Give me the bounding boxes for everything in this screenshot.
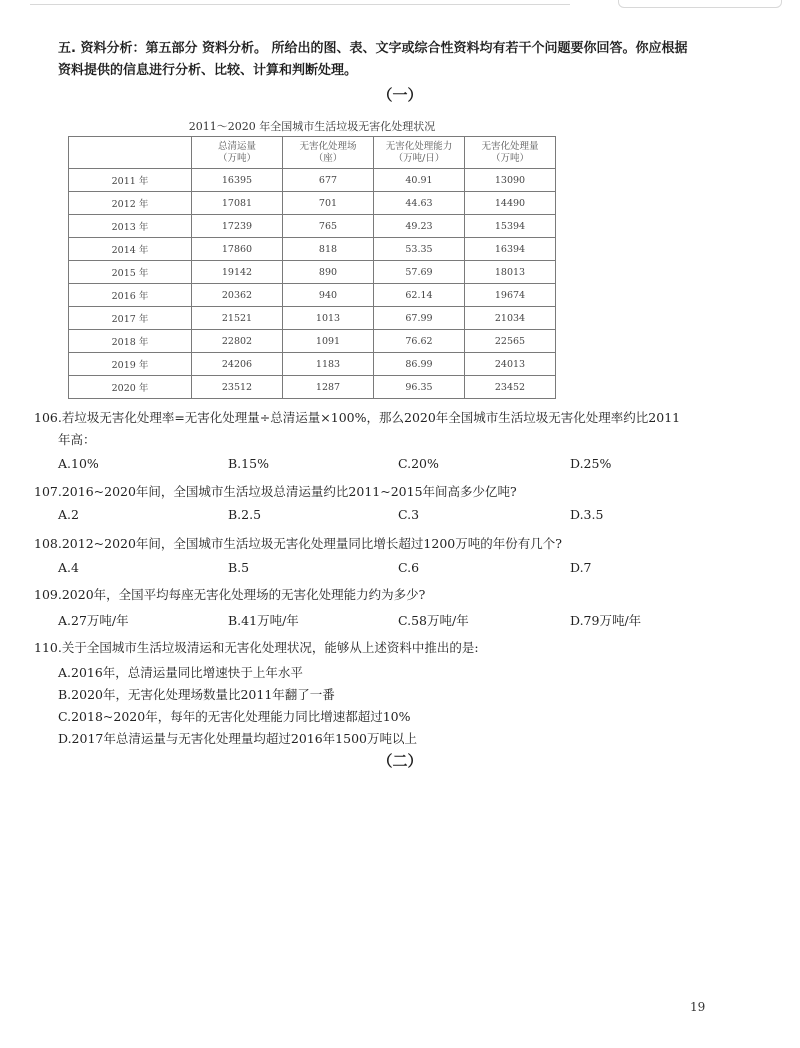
q108-option-d[interactable]: D.7: [570, 560, 592, 575]
q106-option-a[interactable]: A.10%: [58, 456, 99, 471]
question-107: [34, 482, 517, 500]
table-title: 2011～2020 年全国城市生活垃圾无害化处理状况: [188, 120, 436, 133]
q110-option-d[interactable]: D.2017年总清运量与无害化处理量均超过2016年1500万吨以上: [58, 731, 417, 746]
header-treatment-volume: 无害化处理量 （万吨）: [465, 137, 556, 169]
question-110-text: 110.关于全国城市生活垃圾清运和无害化处理状况，能够从上述资料中推出的是:: [34, 640, 479, 655]
section-heading-1: （一）: [377, 86, 423, 104]
question-108: [34, 534, 562, 552]
header-treatment-capacity: 无害化处理能力 （万吨/日）: [374, 137, 465, 169]
q109-option-d[interactable]: D.79万吨/年: [570, 613, 642, 628]
instructions-line-2: 资料提供的信息进行分析、比较、计算和判断处理。: [58, 63, 358, 78]
q110-option-a[interactable]: A.2016年，总清运量同比增速快于上年水平: [58, 665, 303, 680]
q107-option-d[interactable]: D.3.5: [570, 507, 604, 522]
q107-option-a[interactable]: A.2: [58, 507, 79, 522]
data-table: [68, 136, 556, 399]
table-row: 2016 年 20362 940 62.14 19674: [69, 284, 556, 307]
q107-option-c[interactable]: C.3: [398, 507, 420, 522]
question-106: [34, 408, 680, 426]
table-row: 2013 年 17239 765 49.23 15394: [69, 215, 556, 238]
top-frame: [618, 0, 782, 8]
q107-option-b[interactable]: B.2.5: [228, 507, 262, 522]
question-106-text-cont: 年高：: [58, 432, 96, 447]
section-heading-2: （二）: [377, 752, 423, 770]
header-treatment-plants: 无害化处理场 （座）: [283, 137, 374, 169]
q106-option-d[interactable]: D.25%: [570, 456, 612, 471]
table-row: 2011 年 16395 677 40.91 13090: [69, 169, 556, 192]
question-109-text: 109.2020年，全国平均每座无害化处理场的无害化处理能力约为多少?: [34, 587, 426, 602]
table-row: 2017 年 21521 1013 67.99 21034: [69, 307, 556, 330]
table-row: 2020 年 23512 1287 96.35 23452: [69, 376, 556, 399]
q110-option-b[interactable]: B.2020年，无害化处理场数量比2011年翻了一番: [58, 687, 335, 702]
q109-option-a[interactable]: A.27万吨/年: [58, 613, 129, 628]
top-decoration: [0, 0, 800, 10]
section-instructions: [58, 38, 758, 82]
question-110: [34, 638, 479, 656]
table-row: 2014 年 17860 818 53.35 16394: [69, 238, 556, 261]
top-divider: [30, 4, 570, 5]
table-row: 2018 年 22802 1091 76.62 22565: [69, 330, 556, 353]
question-106-text: 106.若垃圾无害化处理率=无害化处理量÷总清运量×100%，那么2020年全国城市生活垃圾无害化处理率约比2011: [34, 410, 681, 425]
table-corner-cell: [69, 137, 192, 169]
q108-option-a[interactable]: A.4: [58, 560, 79, 575]
q110-option-c[interactable]: C.2018~2020年，每年的无害化处理能力同比增速都超过10%: [58, 709, 411, 724]
question-109: [34, 585, 425, 603]
q109-option-b[interactable]: B.41万吨/年: [228, 613, 299, 628]
question-108-text: 108.2012~2020年间，全国城市生活垃圾无害化处理量同比增长超过1200万吨的年份有几个?: [34, 536, 562, 551]
question-107-text: 107.2016~2020年间，全国城市生活垃圾总清运量约比2011~2015年间高多少亿吨?: [34, 484, 517, 499]
page-number: 19: [690, 1000, 706, 1014]
q109-option-c[interactable]: C.58万吨/年: [398, 613, 469, 628]
table-row: 2015 年 19142 890 57.69 18013: [69, 261, 556, 284]
table-row: 2012 年 17081 701 44.63 14490: [69, 192, 556, 215]
q106-option-c[interactable]: C.20%: [398, 456, 439, 471]
instructions-line-1: 五. 资料分析：第五部分 资料分析。 所给出的图、表、文字或综合性资料均有若干个问题要你回答。你应根据: [58, 41, 688, 56]
header-total-collection: 总清运量 （万吨）: [192, 137, 283, 169]
table-header-row: [69, 137, 556, 169]
q106-option-b[interactable]: B.15%: [228, 456, 269, 471]
q108-option-c[interactable]: C.6: [398, 560, 420, 575]
q108-option-b[interactable]: B.5: [228, 560, 250, 575]
table-row: 2019 年 24206 1183 86.99 24013: [69, 353, 556, 376]
